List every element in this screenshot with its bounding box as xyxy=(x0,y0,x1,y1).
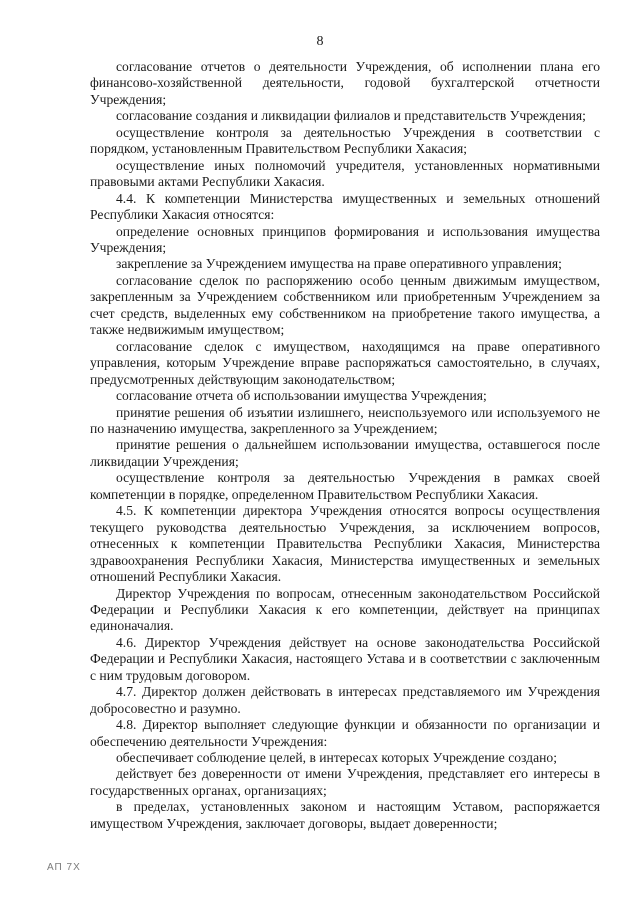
paragraph: определение основных принципов формирования и использования имущества Учреждения; xyxy=(90,223,600,255)
section-4-6: 4.6. Директор Учреждения действует на основе законодательства Российской Федерации и Республики Хакасия, настоящего Устава и в соответствии с заключенным с ним трудовым договором. xyxy=(90,634,600,683)
paragraph: согласование сделок по распоряжению особо ценным движимым имуществом, закрепленным за Учреждением собственником или приобретенным Учреждением за счет средств, выделенных ему собственником на приобретение такого имущества, а также недвижимым имуществом; xyxy=(90,272,600,338)
paragraph: принятие решения об изъятии излишнего, неиспользуемого или используемого не по назначению имущества, закрепленного за Учреждением; xyxy=(90,404,600,436)
paragraph: принятие решения о дальнейшем использовании имущества, оставшегося после ликвидации Учреждения; xyxy=(90,437,600,469)
section-4-7: 4.7. Директор должен действовать в интересах представляемого им Учреждения добросовестно и разумно. xyxy=(90,684,600,716)
document-body xyxy=(90,59,600,832)
paragraph: в пределах, установленных законом и настоящим Уставом, распоряжается имуществом Учреждения, заключает договоры, выдает доверенности; xyxy=(90,799,600,831)
paragraph: обеспечивает соблюдение целей, в интересах которых Учреждение создано; xyxy=(116,750,557,766)
paragraph: действует без доверенности от имени Учреждения, представляет его интересы в государственных органах, организациях; xyxy=(90,766,600,798)
paragraph: осуществление контроля за деятельностью Учреждения в соответствии с порядком, установленным Правительством Республики Хакасия; xyxy=(90,124,600,157)
section-4-8: 4.8. Директор выполняет следующие функции и обязанности по организации и обеспечению деятельности Учреждения: xyxy=(90,717,600,749)
paragraph: Директор Учреждения по вопросам, отнесенным законодательством Российской Федерации и Республики Хакасия к его компетенции, действует на принципах единоначалия. xyxy=(90,585,600,634)
section-4-4: 4.4. К компетенции Министерства имущественных и земельных отношений Республики Хакасия относятся: xyxy=(90,190,600,223)
page-number: 8 xyxy=(316,34,324,49)
section-4-5: 4.5. К компетенции директора Учреждения относятся вопросы осуществления текущего руководства деятельностью Учреждения, за исключением вопросов, отнесенных к компетенции Правительства Республики Хакасия, Министерства здравоохранения Республики Хакасия, Министерства имущественных и земельных отношений Республики Хакасия. xyxy=(90,503,600,585)
paragraph: согласование отчета об использовании имущества Учреждения; xyxy=(116,388,487,404)
paragraph: согласование отчетов о деятельности Учреждения, об исполнении плана его финансово-хозяйственной деятельности, годовой бухгалтерской отчетности Учреждения; xyxy=(90,59,600,107)
paragraph: согласование создания и ликвидации филиалов и представительств Учреждения; xyxy=(116,108,586,124)
paragraph: согласование сделок с имуществом, находящимся на праве оперативного управления, которым Учреждение вправе распоряжаться самостоятельно, в случаях, предусмотренных действующим законодательством; xyxy=(90,338,600,387)
paragraph: осуществление контроля за деятельностью Учреждения в рамках своей компетенции в порядке, определенном Правительством Республики Хакасия. xyxy=(90,470,600,502)
footer-code: АП 7Х xyxy=(47,862,81,873)
paragraph: закрепление за Учреждением имущества на праве оперативного управления; xyxy=(116,256,562,272)
paragraph: осуществление иных полномочий учредителя, установленных нормативными правовыми актами Республики Хакасия. xyxy=(90,157,600,190)
